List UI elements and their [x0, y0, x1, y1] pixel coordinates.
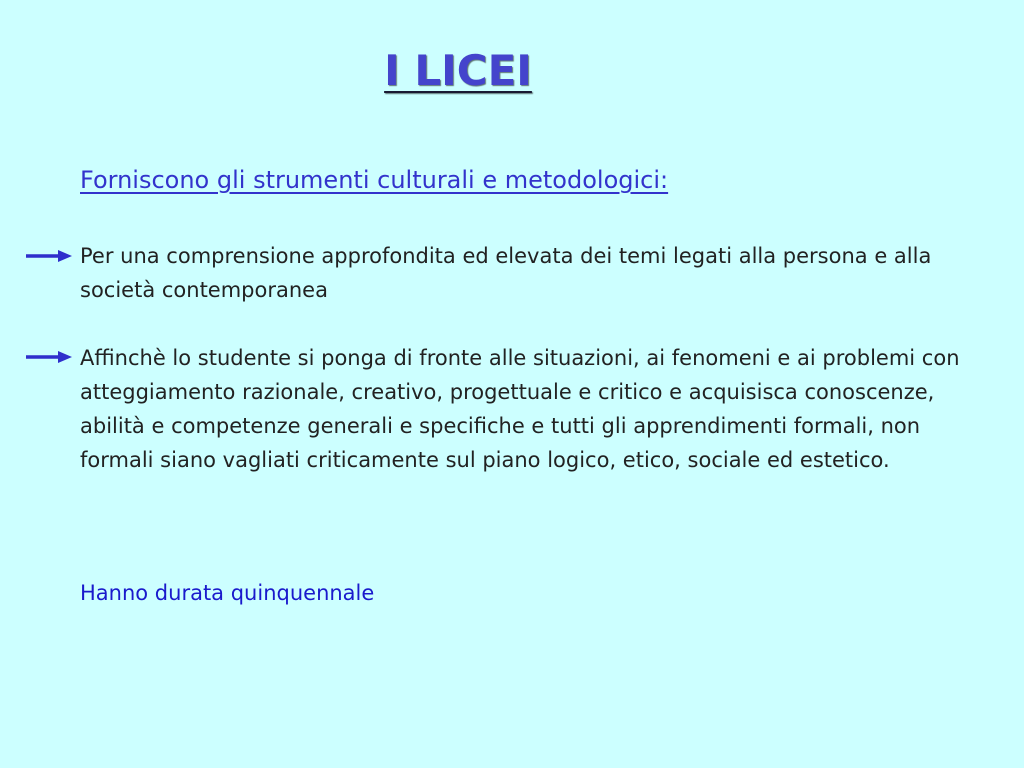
slide-title: I LICEI	[384, 46, 532, 95]
duration-note: Hanno durata quinquennale	[80, 581, 375, 605]
arrow-right-icon	[26, 249, 72, 263]
slide-subtitle: Forniscono gli strumenti culturali e metodologici:	[80, 166, 669, 194]
bullet-paragraph: Per una comprensione approfondita ed elevata dei temi legati alla persona e alla società contemporanea	[80, 244, 932, 302]
arrow-right-icon	[26, 350, 72, 364]
bullet-paragraph: Affinchè lo studente si ponga di fronte alle situazioni, ai fenomeni e ai problemi con atteggiamento razionale, creativo, progettuale e critico e acquisisca conoscenze, abilità e competenze generali e specifiche e tutti gli apprendimenti formali, non formali siano vagliati criticamente sul piano logico, etico, sociale ed estetico.	[80, 346, 960, 472]
